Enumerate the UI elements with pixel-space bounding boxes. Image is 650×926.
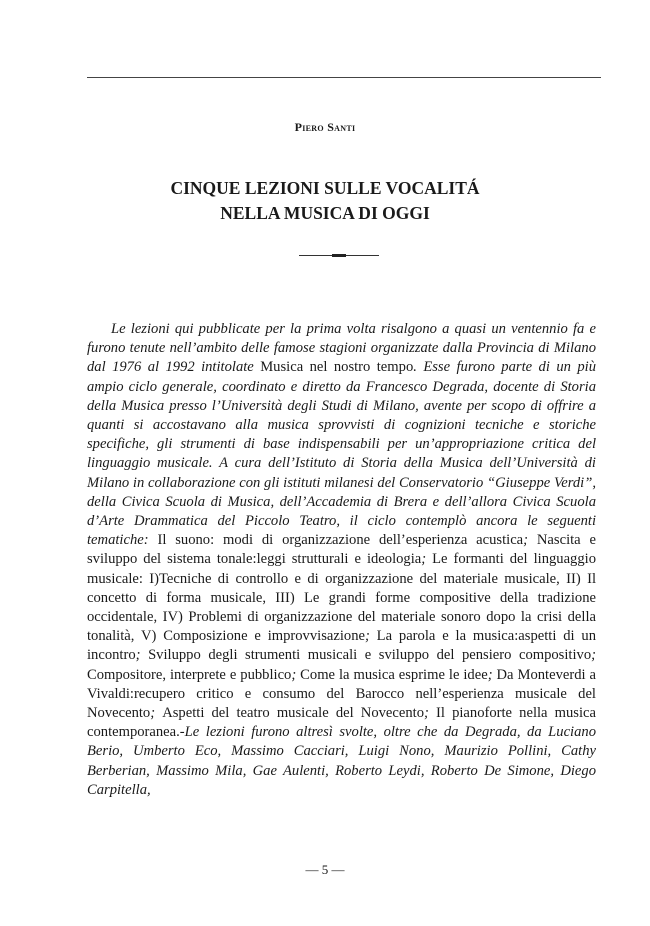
text-roman: Sviluppo degli strumenti musicali e sviluppo del pensiero compositivo — [148, 647, 592, 664]
text-roman: Da Monteverdi a Vivaldi:recupero critico e consumo del Barocco nell’esperienza musicale del Novecento — [87, 666, 596, 722]
text-italic: ; — [291, 666, 301, 683]
text-roman: La parola e la musica:aspetti di un incontro — [87, 628, 597, 664]
top-rule — [87, 77, 601, 78]
text-italic: ; — [364, 628, 377, 645]
text-italic: . Esse furono parte di un più ampio ciclo generale, coordinato e diretto da Francesco Degrada, docente di Storia della Musica presso l’Università degli Studi di Milano, avente per scopo di offrire a quanti si accostavano alla musica sprovvisti di cognizioni tecniche e storiche specifiche, gli strumenti di base indispensabili per un’appropriazione critica del linguaggio musicale. A cura dell’Istituto di Storia della Musica dell’Università di Milano in collaborazione con gli istituti milanesi del Conservatorio “Giuseppe Verdi”, della Civica Scuola di Musica, dell’Accademia di Brera e dell’allora Civica Scuola d’Arte Drammatica del Piccolo Teatro, il ciclo contemplò ancora le seguenti tematiche: — [87, 359, 596, 549]
page-number: — 5 — — [305, 862, 345, 877]
text-roman: Come la musica esprime le idee — [300, 666, 488, 683]
text-roman: Nascita e sviluppo del sistema tonale:leggi strutturali e ideologia — [87, 532, 596, 568]
text-roman: Compositore, interprete e pubblico — [87, 666, 292, 683]
author-name: Piero Santi — [294, 120, 356, 134]
title-line-2: NELLA MUSICA DI OGGI — [220, 203, 430, 223]
text-italic: ; — [135, 647, 149, 664]
text-roman: Musica nel nostro tempo — [260, 359, 414, 376]
text-roman: Aspetti del teatro musicale del Novecento — [162, 705, 425, 722]
text-italic: -Le lezioni furono altresì svolte, oltre che da Degrada, da Luciano Berio, Umberto Eco, Massimo Cacciari, Luigi Nono, Maurizio Pollini, Cathy Berberian, Massimo Mila, Gae Aulenti, Roberto Leydi, Roberto De Simone, Diego Carpitella, — [87, 724, 596, 798]
text-italic: ; — [487, 666, 497, 683]
text-italic: ; — [421, 551, 433, 568]
text-roman: Il pianoforte nella musica contemporanea. — [87, 705, 596, 741]
text-italic: ; — [591, 647, 596, 664]
article-title — [0, 176, 650, 226]
title-line-1: CINQUE LEZIONI SULLE VOCALITÁ — [170, 178, 480, 198]
body-paragraph — [87, 320, 596, 800]
text-roman: Il suono: modi di organizzazione dell’esperienza acustica — [157, 532, 524, 549]
text-italic: Le lezioni qui pubblicate per la prima volta risalgono a quasi un ventennio fa e furono tenute nell’ambito delle famose stagioni organizzate dalla Provincia di Milano dal 1976 al 1992 intitolate — [87, 321, 596, 376]
text-italic: ; — [523, 532, 537, 549]
text-roman: Le formanti del linguaggio musicale: I)Tecniche di controllo e di organizzazione del materiale musicale, II) Il concetto di forma musicale, III) Le grandi forme compositive della tradizione occidentale, IV) Problemi di organizzazione del materiale sonoro dopo la crisi della tonalità, V) Composizione e improvvisazione — [87, 551, 597, 645]
title-ornament-divider — [299, 255, 379, 256]
text-italic: ; — [424, 705, 437, 722]
body-text — [87, 320, 596, 800]
text-italic: ; — [150, 705, 163, 722]
